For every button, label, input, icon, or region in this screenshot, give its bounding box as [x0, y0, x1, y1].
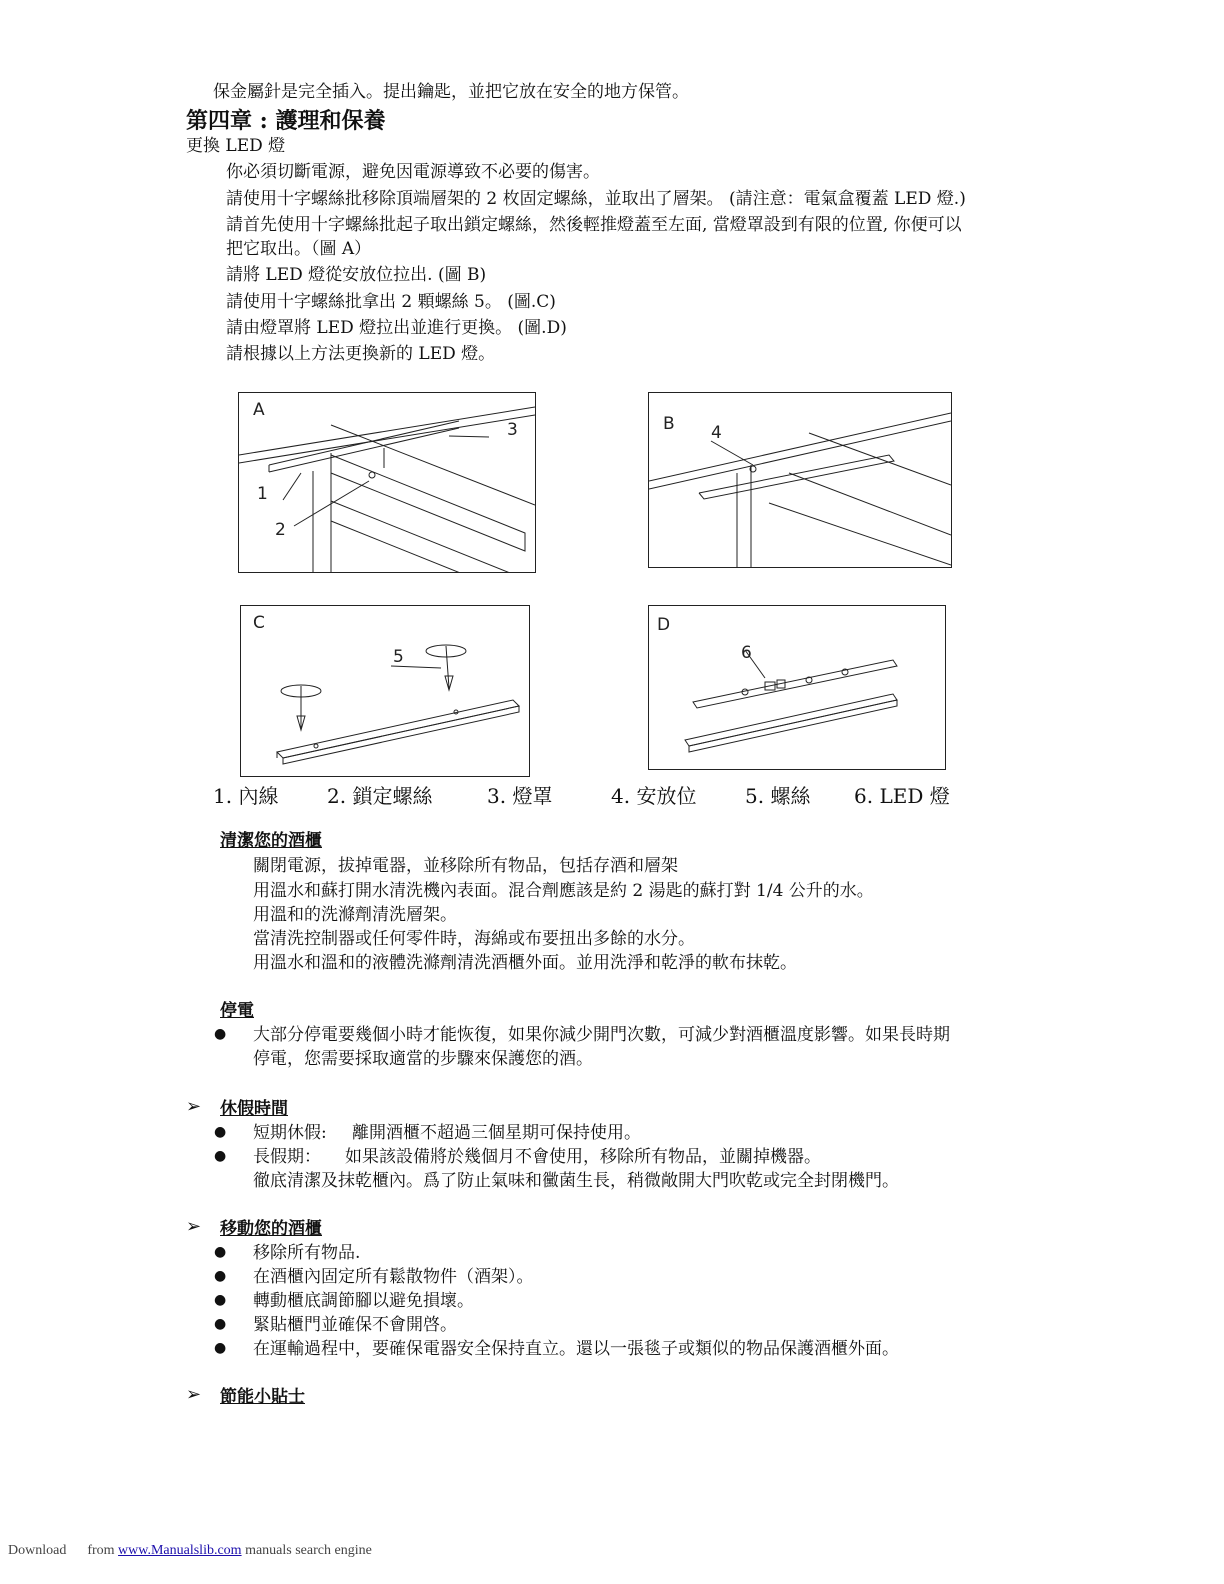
cleaning-heading: 清潔您的酒櫃 — [220, 831, 322, 851]
bullet-icon: ● — [214, 1316, 227, 1332]
arrow-bullet-icon: ➢ — [186, 1384, 202, 1405]
figure-c-callout-5: 5 — [393, 647, 404, 667]
manualslib-link[interactable]: www.Manualslib.com — [118, 1543, 242, 1558]
legend-item: 1. 內線 — [213, 784, 279, 808]
figure-d-label: D — [657, 615, 671, 635]
arrow-bullet-icon: ➢ — [186, 1216, 202, 1237]
moving-item: 移除所有物品. — [253, 1243, 361, 1263]
bullet-icon: ● — [214, 1268, 227, 1284]
power-outage-line: 停電，您需要採取適當的步驟來保護您的酒。 — [253, 1049, 593, 1069]
led-step: 你必須切斷電源，避免因電源導致不必要的傷害。 — [226, 162, 600, 182]
led-step: 請使用十字螺絲批拿出 2 顆螺絲 5。 (圖.C) — [226, 292, 556, 312]
intro-continuation: 保金屬針是完全插入。提出鑰匙，並把它放在安全的地方保管。 — [213, 82, 689, 102]
vacation-short-text: 離開酒櫃不超過三個星期可保持使用。 — [352, 1123, 641, 1143]
vacation-long-text: 如果該設備將於幾個月不會使用，移除所有物品，並關掉機器。 — [345, 1147, 821, 1167]
vacation-long-cont: 徹底清潔及抹乾櫃內。爲了防止氣味和黴菌生長，稍微敞開大門吹乾或完全封閉機門。 — [253, 1171, 899, 1191]
power-outage-line: 大部分停電要幾個小時才能恢復，如果你減少開門次數，可減少對酒櫃溫度影響。如果長時期 — [253, 1025, 950, 1045]
vacation-short-label: 短期休假: — [253, 1123, 327, 1143]
chapter-title: 第四章 : 護理和保養 — [186, 108, 386, 134]
figure-c — [240, 605, 530, 777]
energy-tips-heading: 節能小貼士 — [220, 1387, 305, 1407]
cleaning-line: 當清洗控制器或任何零件時，海綿或布要扭出多餘的水分。 — [253, 929, 695, 949]
legend-item: 2. 鎖定螺絲 — [327, 784, 433, 808]
footer — [8, 1543, 372, 1559]
led-step: 請由燈罩將 LED 燈拉出並進行更換。 (圖.D) — [226, 318, 567, 338]
cleaning-line: 用溫水和蘇打開水清洗機內表面。混合劑應該是約 2 湯匙的蘇打對 1/4 公升的水。 — [253, 881, 874, 901]
vacation-heading: 休假時間 — [220, 1099, 288, 1119]
figure-d-callout-6: 6 — [741, 643, 752, 663]
cleaning-line: 關閉電源，拔掉電器，並移除所有物品，包括存酒和層架 — [253, 856, 678, 876]
figure-a-callout-3: 3 — [507, 420, 518, 440]
moving-item: 緊貼櫃門並確保不會開啓。 — [253, 1315, 457, 1335]
moving-heading: 移動您的酒櫃 — [220, 1219, 322, 1239]
led-step: 把它取出。（圖 A） — [226, 239, 372, 259]
cleaning-line: 用溫水和溫和的液體洗滌劑清洗酒櫃外面。並用洗淨和乾淨的軟布抹乾。 — [253, 953, 797, 973]
legend-item: 4. 安放位 — [611, 784, 697, 808]
led-step: 請根據以上方法更換新的 LED 燈。 — [226, 344, 496, 364]
footer-from: from — [87, 1543, 115, 1558]
figure-b-callout-4: 4 — [711, 423, 722, 443]
figure-b-drawing — [649, 393, 951, 567]
figure-a-drawing — [239, 393, 535, 572]
figure-d-drawing — [649, 606, 945, 769]
power-outage-heading: 停電 — [220, 1001, 254, 1021]
legend-item: 5. 螺絲 — [745, 784, 811, 808]
figure-a-label: A — [253, 400, 265, 420]
bullet-icon: ● — [214, 1292, 227, 1308]
legend-item: 3. 燈罩 — [487, 784, 553, 808]
bullet-icon: ● — [214, 1124, 227, 1140]
bullet-icon: ● — [214, 1148, 227, 1164]
cleaning-line: 用溫和的洗滌劑清洗層架。 — [253, 905, 457, 925]
led-step: 請首先使用十字螺絲批起子取出鎖定螺絲，然後輕推燈蓋至左面, 當燈罩設到有限的位置, 你便可以 — [226, 215, 962, 235]
footer-download: Download — [8, 1543, 67, 1558]
figure-d — [648, 605, 946, 770]
arrow-bullet-icon: ➢ — [186, 1096, 202, 1117]
figure-a-callout-1: 1 — [257, 484, 268, 504]
led-step: 請使用十字螺絲批移除頂端層架的 2 枚固定螺絲，並取出了層架。 (請注意：電氣盒覆蓋 LED 燈.) — [226, 189, 966, 209]
figure-a — [238, 392, 536, 573]
figure-a-callout-2: 2 — [275, 520, 286, 540]
moving-item: 在運輸過程中，要確保電器安全保持直立。還以一張毯子或類似的物品保護酒櫃外面。 — [253, 1339, 899, 1359]
moving-item: 在酒櫃內固定所有鬆散物件（酒架）。 — [253, 1267, 534, 1287]
figure-c-drawing — [241, 606, 529, 776]
figure-c-label: C — [253, 613, 265, 633]
led-step: 請將 LED 燈從安放位拉出. (圖 B) — [226, 265, 487, 285]
bullet-icon: ● — [214, 1340, 227, 1356]
figure-b-label: B — [663, 414, 675, 434]
legend-item: 6. LED 燈 — [854, 784, 950, 808]
vacation-long-label: 長假期： — [253, 1147, 321, 1167]
moving-item: 轉動櫃底調節腳以避免損壞。 — [253, 1291, 474, 1311]
bullet-icon: ● — [214, 1026, 227, 1042]
led-section-heading: 更換 LED 燈 — [186, 136, 286, 156]
figure-b — [648, 392, 952, 568]
bullet-icon: ● — [214, 1244, 227, 1260]
footer-tagline: manuals search engine — [245, 1543, 372, 1558]
